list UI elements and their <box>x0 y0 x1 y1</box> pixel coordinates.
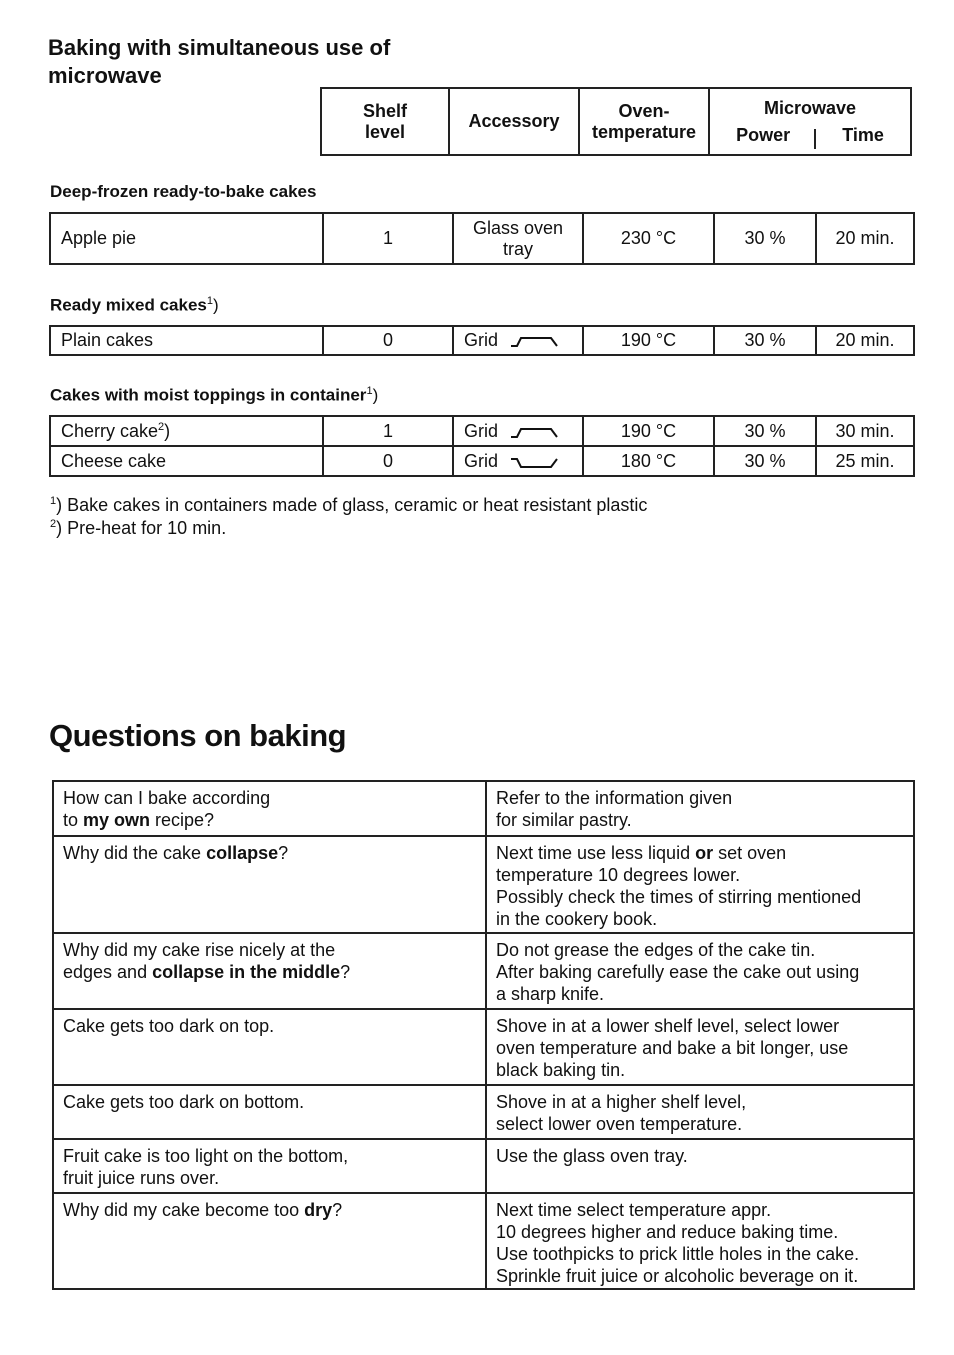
title-line-2: microwave <box>48 63 162 88</box>
answer-cell <box>486 1085 914 1139</box>
answer-line: Sprinkle fruit juice or alcoholic beverage on it. <box>496 1266 859 1286</box>
group-heading-text: Cakes with moist toppings in container <box>50 385 367 405</box>
answer-line: for similar pastry. <box>496 810 632 830</box>
header-power: Power <box>736 124 791 145</box>
answer-line: Next time select temperature appr. <box>496 1200 772 1220</box>
table-row <box>50 213 914 264</box>
footnote-paren: ) <box>213 295 219 315</box>
table-row <box>53 1139 914 1193</box>
group-heading-ready-mixed <box>50 295 219 316</box>
question-cell <box>53 1193 486 1289</box>
title-line-1: Baking with simultaneous use of <box>48 35 391 60</box>
group-heading-deep-frozen <box>50 182 316 202</box>
header-time: Time <box>842 124 884 145</box>
answer-cell <box>486 836 914 933</box>
group-heading-text: Deep-frozen ready-to-bake cakes <box>50 182 317 201</box>
table-row <box>53 1085 914 1139</box>
question-cell <box>53 1085 486 1139</box>
grid-up-icon <box>509 425 561 439</box>
table-row <box>53 781 914 836</box>
accessory-value <box>453 213 583 264</box>
footnote-ref: 2 <box>158 420 165 433</box>
answer-line: Use toothpicks to prick little holes in the cake. <box>496 1244 860 1264</box>
answer-line: Shove in at a higher shelf level, <box>496 1092 747 1112</box>
grid-up-icon <box>509 334 561 348</box>
answer-line: a sharp knife. <box>496 984 605 1004</box>
text-fragment: Why did the cake <box>63 843 207 863</box>
answer-line: Use the glass oven tray. <box>496 1146 688 1166</box>
table-deep-frozen <box>49 212 915 265</box>
cake-name: Plain cakes <box>50 326 323 355</box>
text-fragment: edges and <box>63 962 153 982</box>
accessory-line1: Glass oven <box>472 217 564 238</box>
emphasis-text: collapse <box>206 843 279 863</box>
accessory-text: Grid <box>464 450 499 471</box>
power-value: 30 % <box>714 446 816 476</box>
text-fragment: Cake gets too dark on bottom. <box>63 1092 305 1112</box>
header-oven-temperature <box>579 88 709 155</box>
accessory-line2: tray <box>502 238 533 259</box>
time-value: 25 min. <box>816 446 914 476</box>
emphasis-text: my own <box>83 810 151 830</box>
shelf-value: 1 <box>323 416 453 446</box>
cake-name: Apple pie <box>50 213 323 264</box>
temp-value: 230 °C <box>583 213 714 264</box>
answer-line: select lower oven temperature. <box>496 1114 743 1134</box>
section-title-questions: Questions on baking <box>49 718 347 753</box>
header-shelf-level <box>321 88 449 155</box>
power-value: 30 % <box>714 416 816 446</box>
time-value: 20 min. <box>816 326 914 355</box>
temp-value: 190 °C <box>583 416 714 446</box>
shelf-value: 0 <box>323 326 453 355</box>
temp-value: 180 °C <box>583 446 714 476</box>
footnote-mark: 1 <box>50 495 57 507</box>
text-fragment: Why did my cake become too <box>63 1200 305 1220</box>
table-ready-mixed <box>49 325 915 356</box>
header-microwave-sub <box>710 125 910 146</box>
answer-cell <box>486 1193 914 1289</box>
time-value: 20 min. <box>816 213 914 264</box>
text-fragment: Fruit cake is too light on the bottom, <box>63 1146 349 1166</box>
header-accessory: Accessory <box>449 88 579 155</box>
cake-name: Cheese cake <box>50 446 323 476</box>
text-fragment: set oven <box>713 843 787 863</box>
question-cell <box>53 933 486 1009</box>
questions-table <box>52 780 915 1290</box>
answer-cell <box>486 1009 914 1085</box>
power-value: 30 % <box>714 326 816 355</box>
power-value: 30 % <box>714 213 816 264</box>
cake-name-text: Cherry cake <box>61 420 159 441</box>
answer-line: oven temperature and bake a bit longer, use <box>496 1038 849 1058</box>
answer-line: Shove in at a lower shelf level, select lower <box>496 1016 840 1036</box>
header-oven-line2: temperature <box>591 121 697 142</box>
header-shelf-line1: Shelf <box>362 100 407 121</box>
emphasis-text: dry <box>304 1200 333 1220</box>
text-fragment: Possibly check the times of stirring mentioned <box>496 887 862 907</box>
temp-value: 190 °C <box>583 326 714 355</box>
table-row <box>50 416 914 446</box>
group-heading-moist-toppings <box>50 385 378 406</box>
table-row <box>50 446 914 476</box>
footnote-ref: 1 <box>206 295 214 307</box>
footnote-ref: 1 <box>366 385 373 397</box>
text-fragment: ? <box>278 843 289 863</box>
shelf-value: 0 <box>323 446 453 476</box>
table-row <box>53 836 914 933</box>
text-fragment: Why did my cake rise nicely at the <box>63 940 336 960</box>
footnote-paren: ) <box>164 420 171 441</box>
header-shelf-line2: level <box>364 121 406 142</box>
answer-line: Do not grease the edges of the cake tin. <box>496 940 816 960</box>
answer-cell <box>486 1139 914 1193</box>
footnote-2 <box>50 513 226 539</box>
text-fragment: ? <box>332 1200 343 1220</box>
table-row <box>53 1193 914 1289</box>
answer-line: After baking carefully ease the cake out using <box>496 962 860 982</box>
header-microwave-label: Microwave <box>763 97 857 118</box>
text-fragment: How can I bake according <box>63 788 271 808</box>
accessory-text: Grid <box>464 420 499 441</box>
table-header <box>320 87 912 156</box>
accessory-text: Grid <box>464 330 499 350</box>
accessory-value <box>453 446 583 476</box>
text-fragment: temperature 10 degrees lower. <box>496 865 741 885</box>
table-moist-toppings <box>49 415 915 477</box>
table-row <box>53 1009 914 1085</box>
shelf-value: 1 <box>323 213 453 264</box>
footnote-text: ) Pre-heat for 10 min. <box>56 518 227 538</box>
footnote-mark: 2 <box>50 518 57 530</box>
question-cell <box>53 1009 486 1085</box>
answer-line: 10 degrees higher and reduce baking time. <box>496 1222 839 1242</box>
table-row <box>53 933 914 1009</box>
group-heading-text: Ready mixed cakes <box>50 295 207 315</box>
answer-line: black baking tin. <box>496 1060 626 1080</box>
section-title-baking-microwave <box>48 34 468 90</box>
header-oven-line1: Oven- <box>618 100 670 121</box>
emphasis-text: or <box>695 843 714 863</box>
answer-cell <box>486 933 914 1009</box>
text-fragment: recipe? <box>150 810 215 830</box>
time-value: 30 min. <box>816 416 914 446</box>
text-fragment: to <box>63 810 84 830</box>
answer-cell <box>486 781 914 836</box>
emphasis-text: collapse in the middle <box>152 962 341 982</box>
header-microwave <box>709 88 911 155</box>
grid-down-icon <box>509 455 561 469</box>
question-cell <box>53 1139 486 1193</box>
cake-name <box>50 416 323 446</box>
text-fragment: fruit juice runs over. <box>63 1168 220 1188</box>
text-fragment: Next time use less liquid <box>496 843 696 863</box>
accessory-value <box>453 416 583 446</box>
answer-line: Refer to the information given <box>496 788 733 808</box>
text-fragment: ? <box>340 962 351 982</box>
accessory-value <box>453 326 583 355</box>
text-fragment: Cake gets too dark on top. <box>63 1016 275 1036</box>
text-fragment: in the cookery book. <box>496 909 658 929</box>
question-cell <box>53 781 486 836</box>
table-row <box>50 326 914 355</box>
footnote-paren: ) <box>372 385 379 405</box>
question-cell <box>53 836 486 933</box>
footnote-text: ) Bake cakes in containers made of glass, ceramic or heat resistant plastic <box>56 495 648 515</box>
